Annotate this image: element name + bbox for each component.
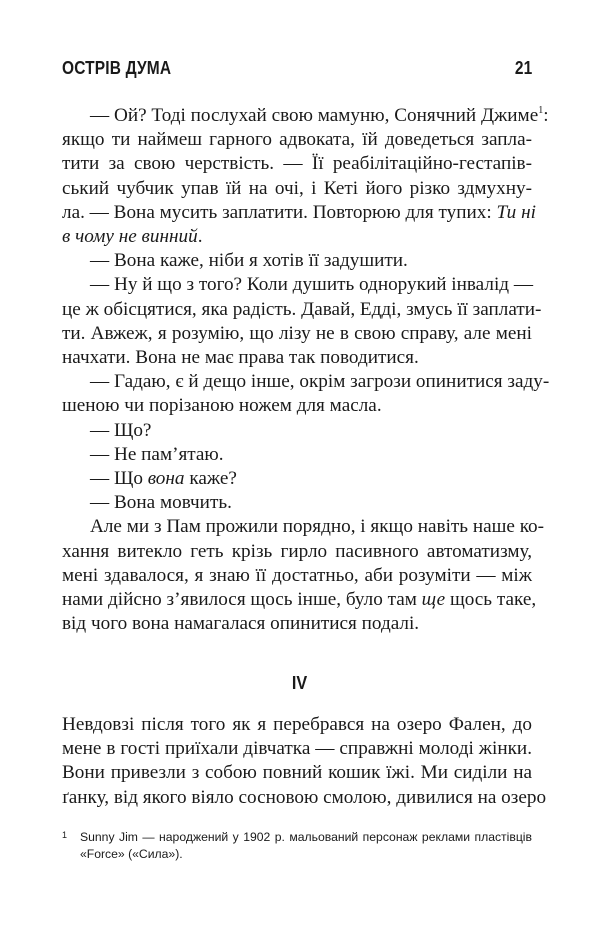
text-run: — Ну й що з того? Коли душить однорукий інвалід — [90,274,534,296]
text-run: — Вона мовчить. [90,492,232,514]
text-run: шеною чи порізаною ножем для масла. [62,395,382,417]
footnote [62,829,532,863]
text-line [62,443,532,467]
text-line [62,394,532,418]
italic-text: ще [421,589,446,611]
text-run: Але ми з Пам прожили порядно, і якщо навіть наше ко- [90,516,545,538]
text-run: нами дійсно з’явилося щось інше, було там [62,589,422,611]
text-line [62,346,532,370]
text-run: ла. — Вона мусить заплатити. Повторюю для тупих: [62,201,497,223]
text-line [62,322,532,346]
text-line [62,128,532,152]
text-run: : [543,105,549,126]
text-line [62,515,545,539]
text-line [62,761,532,785]
section-numeral: IV [292,673,308,693]
text-line [62,298,542,322]
footnote-line-2: «Force» («Сила»). [80,847,183,861]
text-line [62,177,532,201]
text-line [62,713,532,737]
text-run: хання витекло геть крізь гирло пасивного автоматизму, [62,540,532,562]
section-heading [0,673,600,694]
text-run: Невдовзі після того як я перебрався на озеро Фален, до [62,714,532,735]
text-run: начхати. Вона не має права так поводитися. [62,347,419,369]
text-line [62,588,537,612]
text-run: каже? [184,468,237,490]
text-line [62,540,532,564]
italic-text: Ти ні [496,201,536,223]
text-line [62,370,550,394]
text-run: це ж обісцятися, яка радість. Давай, Едді, змусь її заплати- [62,298,542,320]
text-run: ти. Авжеж, я розумію, що лізу не в свою справу, але мені [62,322,532,344]
page-number: 21 [514,58,532,78]
text-run: ський чубчик упав їй на очі, і Кеті його різко здмухну- [62,177,532,199]
italic-text: вона [147,468,185,490]
italic-text: в чому не винний [62,226,198,248]
footnote-line-1: Sunny Jim — народжений у 1902 р. мальований персонаж реклами пластівців [80,830,532,844]
text-line [62,249,532,273]
text-run: — Що [90,468,148,490]
text-line [62,419,532,443]
text-run: мене в гості приїхали дівчатка — справжні молоді жінки. [62,738,532,760]
text-line [62,564,532,588]
running-head [62,58,532,82]
text-line [62,612,532,636]
text-run: — Ой? Тоді послухай свою мамуню, Сонячний Джиме [90,105,539,126]
text-run: — Гадаю, є й дещо інше, окрім загрози опинитися заду- [90,371,550,393]
text-line [62,201,536,225]
text-run: — Не пам’ятаю. [90,443,224,465]
text-run: Вони привезли з собою повний кошик їжі. Ми сиділи на [62,762,532,784]
text-line [62,152,532,176]
text-line [62,467,532,491]
text-run: мені здавалося, я знаю її достатньо, аби розуміти — між [62,564,532,586]
text-line [62,273,532,297]
text-run: . [197,226,203,248]
text-line [62,491,532,515]
text-run: — Що? [90,419,152,441]
body-text-section-1 [62,104,550,636]
text-line [62,104,549,128]
body-text-section-2 [62,713,547,810]
text-run: якщо ти наймеш гарного адвоката, їй доведеться запла- [62,129,532,151]
text-run: від чого вона намагалася опинитися подалі. [62,613,420,635]
text-line [62,225,532,249]
text-run: ґанку, від якого віяло сосновою смолою, дивилися на озеро [62,786,547,808]
text-line [62,737,532,761]
text-run: тити за свою черствість. — Її реабілітаційно-гестапів- [62,153,532,175]
text-run: — Вона каже, ніби я хотів її задушити. [90,250,408,272]
text-line [62,786,547,810]
text-run: щось таке, [445,589,537,611]
footnote-reference: 1 [538,104,544,116]
footnote-mark: 1 [62,830,68,840]
book-title: ОСТРІВ ДУМА [62,58,172,78]
